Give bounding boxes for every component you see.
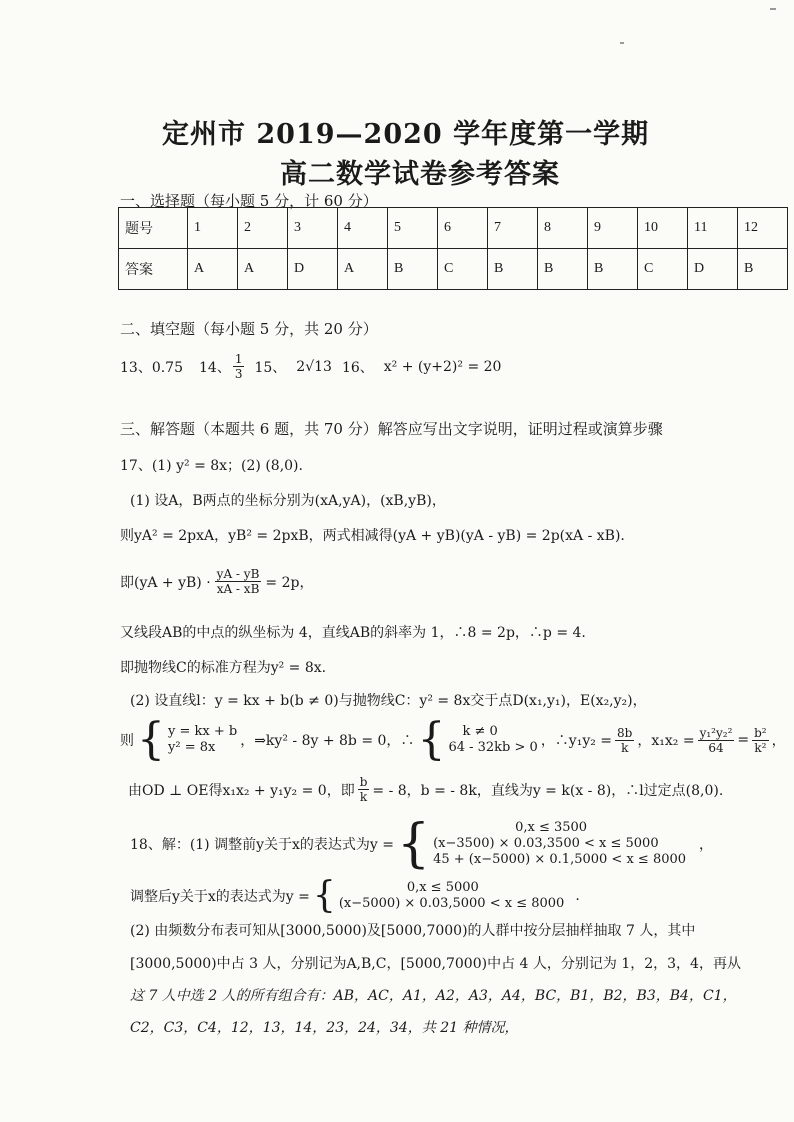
answer-cell: A — [238, 249, 288, 290]
q17-line4: 又线段AB的中点的纵坐标为 4，直线AB的斜率为 1，∴8 = 2p，∴p = 4. — [120, 625, 586, 641]
question-number: 2 — [238, 208, 288, 249]
section2-heading: 二、填空题（每小题 5 分，共 20 分） — [120, 320, 378, 338]
q17-line7-ze: 则 — [120, 733, 134, 749]
answer-cell: C — [438, 249, 488, 290]
piecewise-case: 0,x ≤ 3500 — [515, 820, 588, 835]
answer-14-fraction — [233, 352, 245, 381]
piecewise-before — [433, 820, 686, 868]
fraction-numerator: b — [359, 775, 368, 789]
q18-part2-line2: [3000,5000)中占 3 人，分别记为A,B,C，[5000,7000)中占 4 人，分别记为 1，2，3，4，再从 — [130, 956, 741, 972]
equation-system-1 — [168, 724, 237, 756]
fraction — [752, 726, 769, 755]
left-brace-icon: { — [397, 814, 431, 874]
scan-mark — [620, 42, 624, 44]
q17-line7-end: ， — [771, 733, 786, 749]
piecewise-case: (x−3500) × 0.03,3500 < x ≤ 5000 — [433, 836, 659, 851]
fraction-denominator: xA - xB — [216, 582, 260, 596]
q18-after-pre: 调整后y关于x的表达式为y = — [130, 889, 310, 905]
answer-13: 13、0.75 — [120, 359, 183, 376]
system-line: 64 - 32kb > 0 — [448, 740, 538, 755]
question-number: 11 — [688, 208, 738, 249]
fraction-denominator: 64 — [708, 740, 724, 755]
q18-part2-line1: (2) 由频数分布表可知从[3000,5000)及[5000,7000)的人群中按分层抽样抽取 7 人，其中 — [130, 923, 696, 939]
fraction — [358, 775, 370, 804]
q17-line8 — [128, 775, 723, 804]
fraction-denominator: k — [359, 790, 368, 804]
answer-cell: D — [688, 249, 738, 290]
q17-line7 — [120, 714, 786, 765]
fraction — [615, 726, 634, 755]
q18-pre: 18、解：(1) 调整前y关于x的表达式为y = — [130, 837, 394, 853]
system-line: y = kx + b — [168, 724, 238, 739]
question-number: 6 — [438, 208, 488, 249]
q17-line1: (1) 设A，B两点的坐标分别为(xA,yA)，(xB,yB)， — [130, 493, 446, 509]
scan-mark — [770, 8, 776, 10]
fraction-numerator: 8b — [617, 725, 633, 740]
question-number: 4 — [338, 208, 388, 249]
fraction-denominator: k² — [754, 740, 767, 755]
answer-table — [118, 207, 788, 290]
answer-15: 2√13 — [296, 358, 332, 375]
q17-line3-post: = 2p， — [265, 574, 314, 591]
piecewise-case: 45 + (x−5000) × 0.1,5000 < x ≤ 8000 — [433, 852, 687, 867]
fraction — [698, 726, 735, 755]
system-line: k ≠ 0 — [462, 724, 498, 739]
q17-line7-mid: ，⇒ky² - 8y + 8b = 0，∴ — [240, 733, 415, 749]
answer-14-label: 14、 — [199, 359, 231, 376]
table-row-header: 答案 — [119, 249, 188, 290]
question-number: 7 — [488, 208, 538, 249]
table-row — [119, 208, 788, 249]
answer-15-label: 15、 — [254, 359, 287, 376]
fraction-numerator: b² — [754, 725, 767, 740]
page-title-line1: 定州市 2019—2020 学年度第一学期 — [162, 119, 650, 150]
q17-line5: 即抛物线C的标准方程为y² = 8x. — [120, 660, 327, 676]
answer-cell: C — [638, 249, 688, 290]
q17-line8-post: = - 8，b = - 8k，直线为y = k(x - 8)，∴l过定点(8,0). — [372, 782, 724, 799]
answer-cell: D — [288, 249, 338, 290]
q17-answer: 17、(1) y² = 8x；(2) (8,0). — [120, 458, 303, 474]
equation-system-2 — [448, 724, 537, 756]
piecewise-after — [339, 880, 565, 912]
left-brace-icon: { — [137, 714, 165, 765]
answer-cell: B — [738, 249, 788, 290]
table-row-header: 题号 — [119, 208, 188, 249]
answer-cell: A — [338, 249, 388, 290]
q18-after — [130, 875, 580, 916]
piecewise-case: 0,x ≤ 5000 — [406, 880, 479, 895]
fraction-numerator: 1 — [234, 352, 243, 366]
fill-answers — [120, 352, 501, 381]
system-line: y² = 8x — [168, 740, 216, 755]
left-brace-icon: { — [312, 875, 336, 916]
q17-line3-fraction — [215, 567, 262, 596]
answer-cell: A — [188, 249, 238, 290]
q18-part2-line3: 这 7 人中选 2 人的所有组合有：AB，AC，A1，A2，A3，A4，BC，B1，B2，B3，B4，C1， — [130, 988, 737, 1004]
fraction-denominator: k — [621, 740, 629, 755]
fraction-denominator: 3 — [234, 367, 243, 381]
question-number: 8 — [538, 208, 588, 249]
fraction-numerator: yA - yB — [216, 567, 260, 581]
question-number: 5 — [388, 208, 438, 249]
q17-line2: 则yA² = 2pxA，yB² = 2pxB，两式相减得(yA + yB)(yA - yB) = 2p(xA - xB). — [120, 528, 625, 544]
answer-cell: B — [588, 249, 638, 290]
fraction-numerator: y₁²y₂² — [699, 725, 733, 740]
answer-16: x² + (y+2)² = 20 — [383, 358, 502, 375]
q17-line6: (2) 设直线l：y = kx + b(b ≠ 0)与抛物线C：y² = 8x交于点D(x₁,y₁)，E(x₂,y₂)， — [130, 693, 647, 709]
section1-heading: 一、选择题（每小题 5 分，计 60 分） — [120, 192, 378, 210]
question-number: 10 — [638, 208, 688, 249]
piecewise-case: (x−5000) × 0.03,5000 < x ≤ 8000 — [338, 896, 565, 911]
equals-sign: = — [737, 732, 750, 748]
q18-after-post: . — [575, 888, 580, 904]
q18-post: ， — [699, 837, 714, 853]
section3-heading: 三、解答题（本题共 6 题，共 70 分）解答应写出文字说明，证明过程或演算步骤 — [120, 420, 663, 438]
left-brace-icon: { — [417, 714, 446, 765]
q17-line8-pre: 由OD ⊥ OE得x₁x₂ + y₁y₂ = 0，即 — [128, 782, 355, 799]
question-number: 1 — [188, 208, 238, 249]
q18-part2-line4: C2，C3，C4，12，13，14，23，24，34，共 21 种情况， — [130, 1020, 519, 1036]
answer-cell: B — [538, 249, 588, 290]
q17-line3-pre: 即(yA + yB) · — [120, 574, 211, 591]
table-row — [119, 249, 788, 290]
page-title-line2: 高二数学试卷参考答案 — [280, 159, 560, 190]
question-number: 12 — [738, 208, 788, 249]
question-number: 3 — [288, 208, 338, 249]
q17-line7-x: ，x₁x₂ = — [637, 733, 695, 749]
answer-cell: B — [388, 249, 438, 290]
q17-line3 — [120, 567, 313, 596]
question-number: 9 — [588, 208, 638, 249]
q18-before — [130, 814, 714, 874]
answer-cell: B — [488, 249, 538, 290]
answer-16-label: 16、 — [341, 359, 374, 376]
q17-line7-y: ，∴y₁y₂ = — [540, 733, 613, 749]
